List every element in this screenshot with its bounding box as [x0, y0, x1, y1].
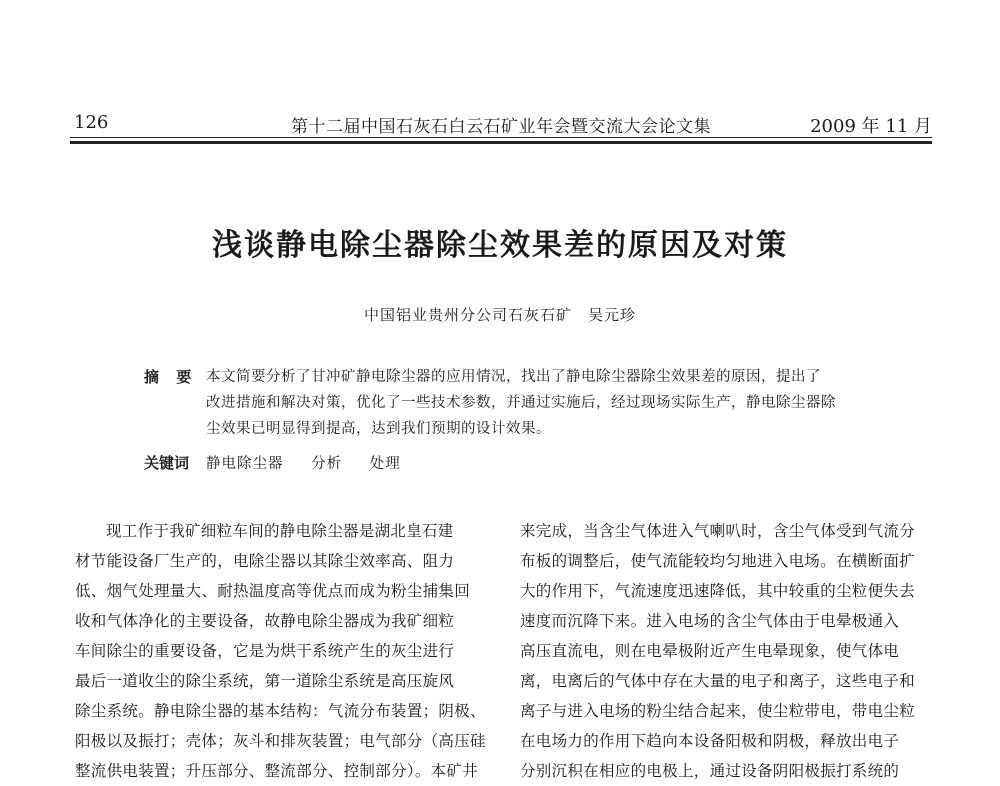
keyword: 处理	[369, 456, 401, 472]
body-line: 离子与进入电场的粉尘结合起来，使尘粒带电，带电尘粒	[520, 702, 916, 720]
body-line: 现工作于我矿细粒车间的静电除尘器是湖北皇石建	[106, 522, 454, 540]
body-line: 整流供电装置；升压部分、整流部分、控制部分）。本矿井	[75, 762, 479, 780]
body-line: 收和气体净化的主要设备，故静电除尘器成为我矿细粒	[75, 612, 455, 630]
keyword: 静电除尘器	[206, 456, 284, 472]
body-line: 高压直流电，则在电晕极附近产生电晕现象，使气体电	[520, 642, 900, 660]
author-affiliation: 中国铝业贵州分公司石灰石矿 吴元珍	[363, 306, 636, 324]
keyword: 分析	[311, 456, 343, 472]
body-line: 材节能设备厂生产的，电除尘器以其除尘效率高、阻力	[75, 552, 455, 570]
body-line: 布板的调整后，使气流能较均匀地进入电场。在横断面扩	[520, 552, 916, 570]
body-line: 除尘系统。静电除尘器的基本结构：气流分布装置；阴极、	[75, 702, 486, 720]
page-number: 126	[74, 112, 109, 133]
abstract-line: 尘效果已明显得到提高，达到我们预期的设计效果。	[206, 421, 551, 437]
header-rule-thin	[70, 137, 932, 138]
abstract-label: 摘 要	[144, 368, 198, 386]
body-line: 在电场力的作用下趋向本设备阳极和阴极，释放出电子	[520, 732, 900, 750]
publication-date: 2009 年 11 月	[810, 116, 932, 137]
running-header	[70, 112, 932, 138]
body-line: 分别沉积在相应的电极上，通过设备阴阳极振打系统的	[520, 762, 900, 780]
journal-title: 第十二届中国石灰石白云石矿业年会暨交流大会论文集	[291, 117, 711, 137]
body-column-left	[75, 516, 485, 786]
header-rule-thick	[70, 141, 932, 144]
body-line: 阳极以及振打；壳体；灰斗和排灰装置；电气部分（高压硅	[75, 732, 486, 750]
body-line: 最后一道收尘的除尘系统，第一道除尘系统是高压旋风	[75, 672, 455, 690]
keywords-list	[206, 452, 423, 473]
abstract-body	[206, 364, 906, 442]
body-line: 低、烟气处理量大、耐热温度高等优点而成为粉尘捕集回	[75, 582, 471, 600]
abstract-line: 改进措施和解决对策，优化了一些技术参数，并通过实施后，经过现场实际生产，静电除尘器除	[206, 395, 836, 411]
body-line: 来完成，当含尘气体进入气喇叭时，含尘气体受到气流分	[520, 522, 916, 540]
body-column-right	[520, 516, 930, 786]
body-line: 大的作用下，气流速度迅速降低，其中较重的尘粒便失去	[520, 582, 916, 600]
body-line: 离，电离后的气体中存在大量的电子和离子，这些电子和	[520, 672, 916, 690]
body-line: 速度而沉降下来。进入电场的含尘气体由于电晕极通入	[520, 612, 900, 630]
keywords-label: 关键词	[144, 454, 190, 472]
article-title: 浅谈静电除尘器除尘效果差的原因及对策	[212, 228, 788, 263]
abstract-line: 本文简要分析了甘冲矿静电除尘器的应用情况，找出了静电除尘器除尘效果差的原因，提出了	[206, 369, 821, 385]
body-line: 车间除尘的重要设备，它是为烘干系统产生的灰尘进行	[75, 642, 455, 660]
